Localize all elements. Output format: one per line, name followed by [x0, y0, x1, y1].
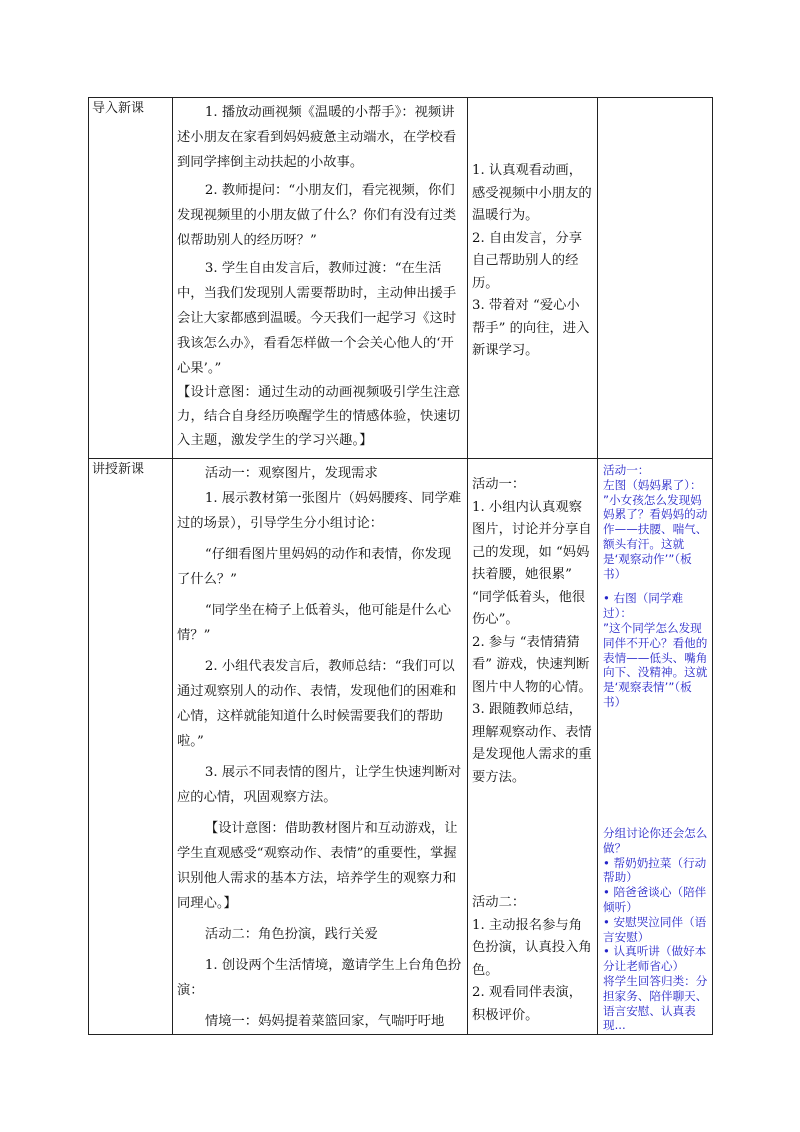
row-divider [88, 458, 712, 459]
note-right-picture: • 右图（同学难过）： [603, 591, 684, 621]
discussion-summary: 将学生回答归类：分担家务、陪伴聊天、语言安慰、认真表现... [603, 973, 708, 1033]
table-right-border [712, 97, 713, 1035]
intro-step-2: 2. 教师提问：“小朋友们，看完视频，你们发现视频里的小朋友做了什么？你们有没有过类似帮助别人的经历呀？” [177, 183, 457, 248]
note-left-picture-detail: ”小女孩怎么发现妈妈累了？看妈妈的动作——扶腰、喘气、额头有汗。这就是‘观察动作’”（板书） [603, 492, 708, 581]
discussion-answer-2: • 陪爸爸谈心（陪伴倾听） [603, 885, 707, 914]
column-divider-3 [597, 97, 598, 1035]
intro-student-3: 3. 带着对 “爱心小帮手” 的向往，进入新课学习。 [472, 298, 590, 358]
note-activity-title: 活动一： [603, 463, 650, 477]
note-spacer [603, 581, 709, 591]
student-activity-1-step-1: 1. 小组内认真观察图片，讨论并分享自己的发现，如 “妈妈扶着腰，她很累” “同学低着头，他很伤心”。 [472, 499, 592, 627]
activity-1-step-2: 2. 小组代表发言后，教师总结：“我们可以通过观察别人的动作、表情，发现他们的困难和心情，这样就能知道什么时候需要我们的帮助啦。” [177, 659, 457, 749]
teach-student-activity-1 [472, 474, 593, 789]
discussion-answer-1: • 帮奶奶拉菜（行动帮助） [603, 855, 707, 885]
student-activity-1-title: 活动一： [472, 477, 526, 492]
discussion-answer-3: • 安慰哭泣同伴（语言安慰） [603, 914, 707, 944]
student-activity-1-step-3: 3. 跟随教师总结，理解观察动作、表情是发现他人需求的重要方法。 [472, 702, 592, 785]
section-label-teach: 讲授新课 [92, 462, 145, 477]
student-activity-2-step-2: 2. 观看同伴表演，积极评价。 [472, 985, 582, 1023]
section-label-intro: 导入新课 [92, 101, 145, 116]
student-activity-2-title: 活动二： [472, 895, 526, 910]
student-activity-2-step-1: 1. 主动报名参与角色扮演，认真投入角色。 [472, 917, 592, 978]
intro-student-activities [472, 160, 593, 363]
table-left-border [88, 97, 89, 1035]
note-right-picture-detail: ”这个同学怎么发现同伴不开心？看他的表情——低头、嘴角向下、没精神。这就是‘观察表情’”（板书） [603, 620, 708, 709]
discussion-prompt: 分组讨论你还会怎么做？ [603, 826, 708, 855]
board-notes-group-discussion [603, 826, 709, 1033]
activity-2-title: 活动二：角色扮演，践行关爱 [204, 927, 378, 942]
column-divider-1 [172, 97, 173, 1035]
discussion-question-1: “仔细看图片里妈妈的动作和表情，你发现了什么？” [177, 547, 452, 587]
intro-student-2: 2. 自由发言，分享自己帮助别人的经历。 [472, 230, 582, 291]
student-activity-1-step-2: 2. 参与 “表情猜猜看” 游戏，快速判断图片中人物的心情。 [472, 634, 592, 695]
teach-student-activity-2 [472, 892, 593, 1027]
intro-teacher-activities [177, 100, 463, 453]
activity-1-step-3: 3. 展示不同表情的图片，让学生快速判断对应的心情，巩固观察方法。 [177, 765, 462, 805]
intro-student-1: 1. 认真观看动画，感受视频中小朋友的温暖行为。 [472, 163, 592, 223]
discussion-answer-4: • 认真听讲（做好本分让老师省心） [603, 944, 707, 974]
teach-teacher-activities [177, 461, 463, 1034]
activity-1-title: 活动一：观察图片，发现需求 [204, 466, 378, 481]
intro-design-intent: 【设计意图：通过生动的动画视频吸引学生注意力，结合自身经历唤醒学生的情感体验，快速切入主题，激发学生的学习兴趣。】 [177, 385, 461, 448]
intro-step-3: 3. 学生自由发言后，教师过渡：“在生活中，当我们发现别人需要帮助时，主动伸出援手会让大家都感到温暖。今天我们一起学习《这时我该怎么办》，看看怎样做一个会关心他人的‘开心果’。” [177, 261, 457, 376]
column-divider-2 [467, 97, 468, 1035]
board-notes-activity-1 [603, 463, 709, 710]
table-bottom-border [88, 1034, 712, 1035]
scenario-1: 情境一：妈妈提着菜篮回家，气喘吁吁地 [204, 1014, 445, 1029]
note-left-picture: 左图（妈妈累了）： [603, 477, 702, 492]
activity-2-step-1: 1. 创设两个生活情境，邀请学生上台角色扮演： [177, 958, 462, 998]
teach-design-intent: 【设计意图：借助教材图片和互动游戏，让学生直观感受“观察动作、表情”的重要性，掌握识别他人需求的基本方法，培养学生的观察力和同理心。】 [177, 821, 458, 911]
intro-step-1: 1. 播放动画视频《温暖的小帮手》：视频讲述小朋友在家看到妈妈疲惫主动端水，在学校看到同学摔倒主动扶起的小故事。 [177, 105, 457, 170]
discussion-question-2: “同学坐在椅子上低着头，他可能是什么心情？” [177, 603, 452, 643]
activity-1-step-1: 1. 展示教材第一张图片（妈妈腰疼、同学难过的场景），引导学生分小组讨论： [177, 491, 462, 531]
table-top-border [88, 97, 712, 98]
